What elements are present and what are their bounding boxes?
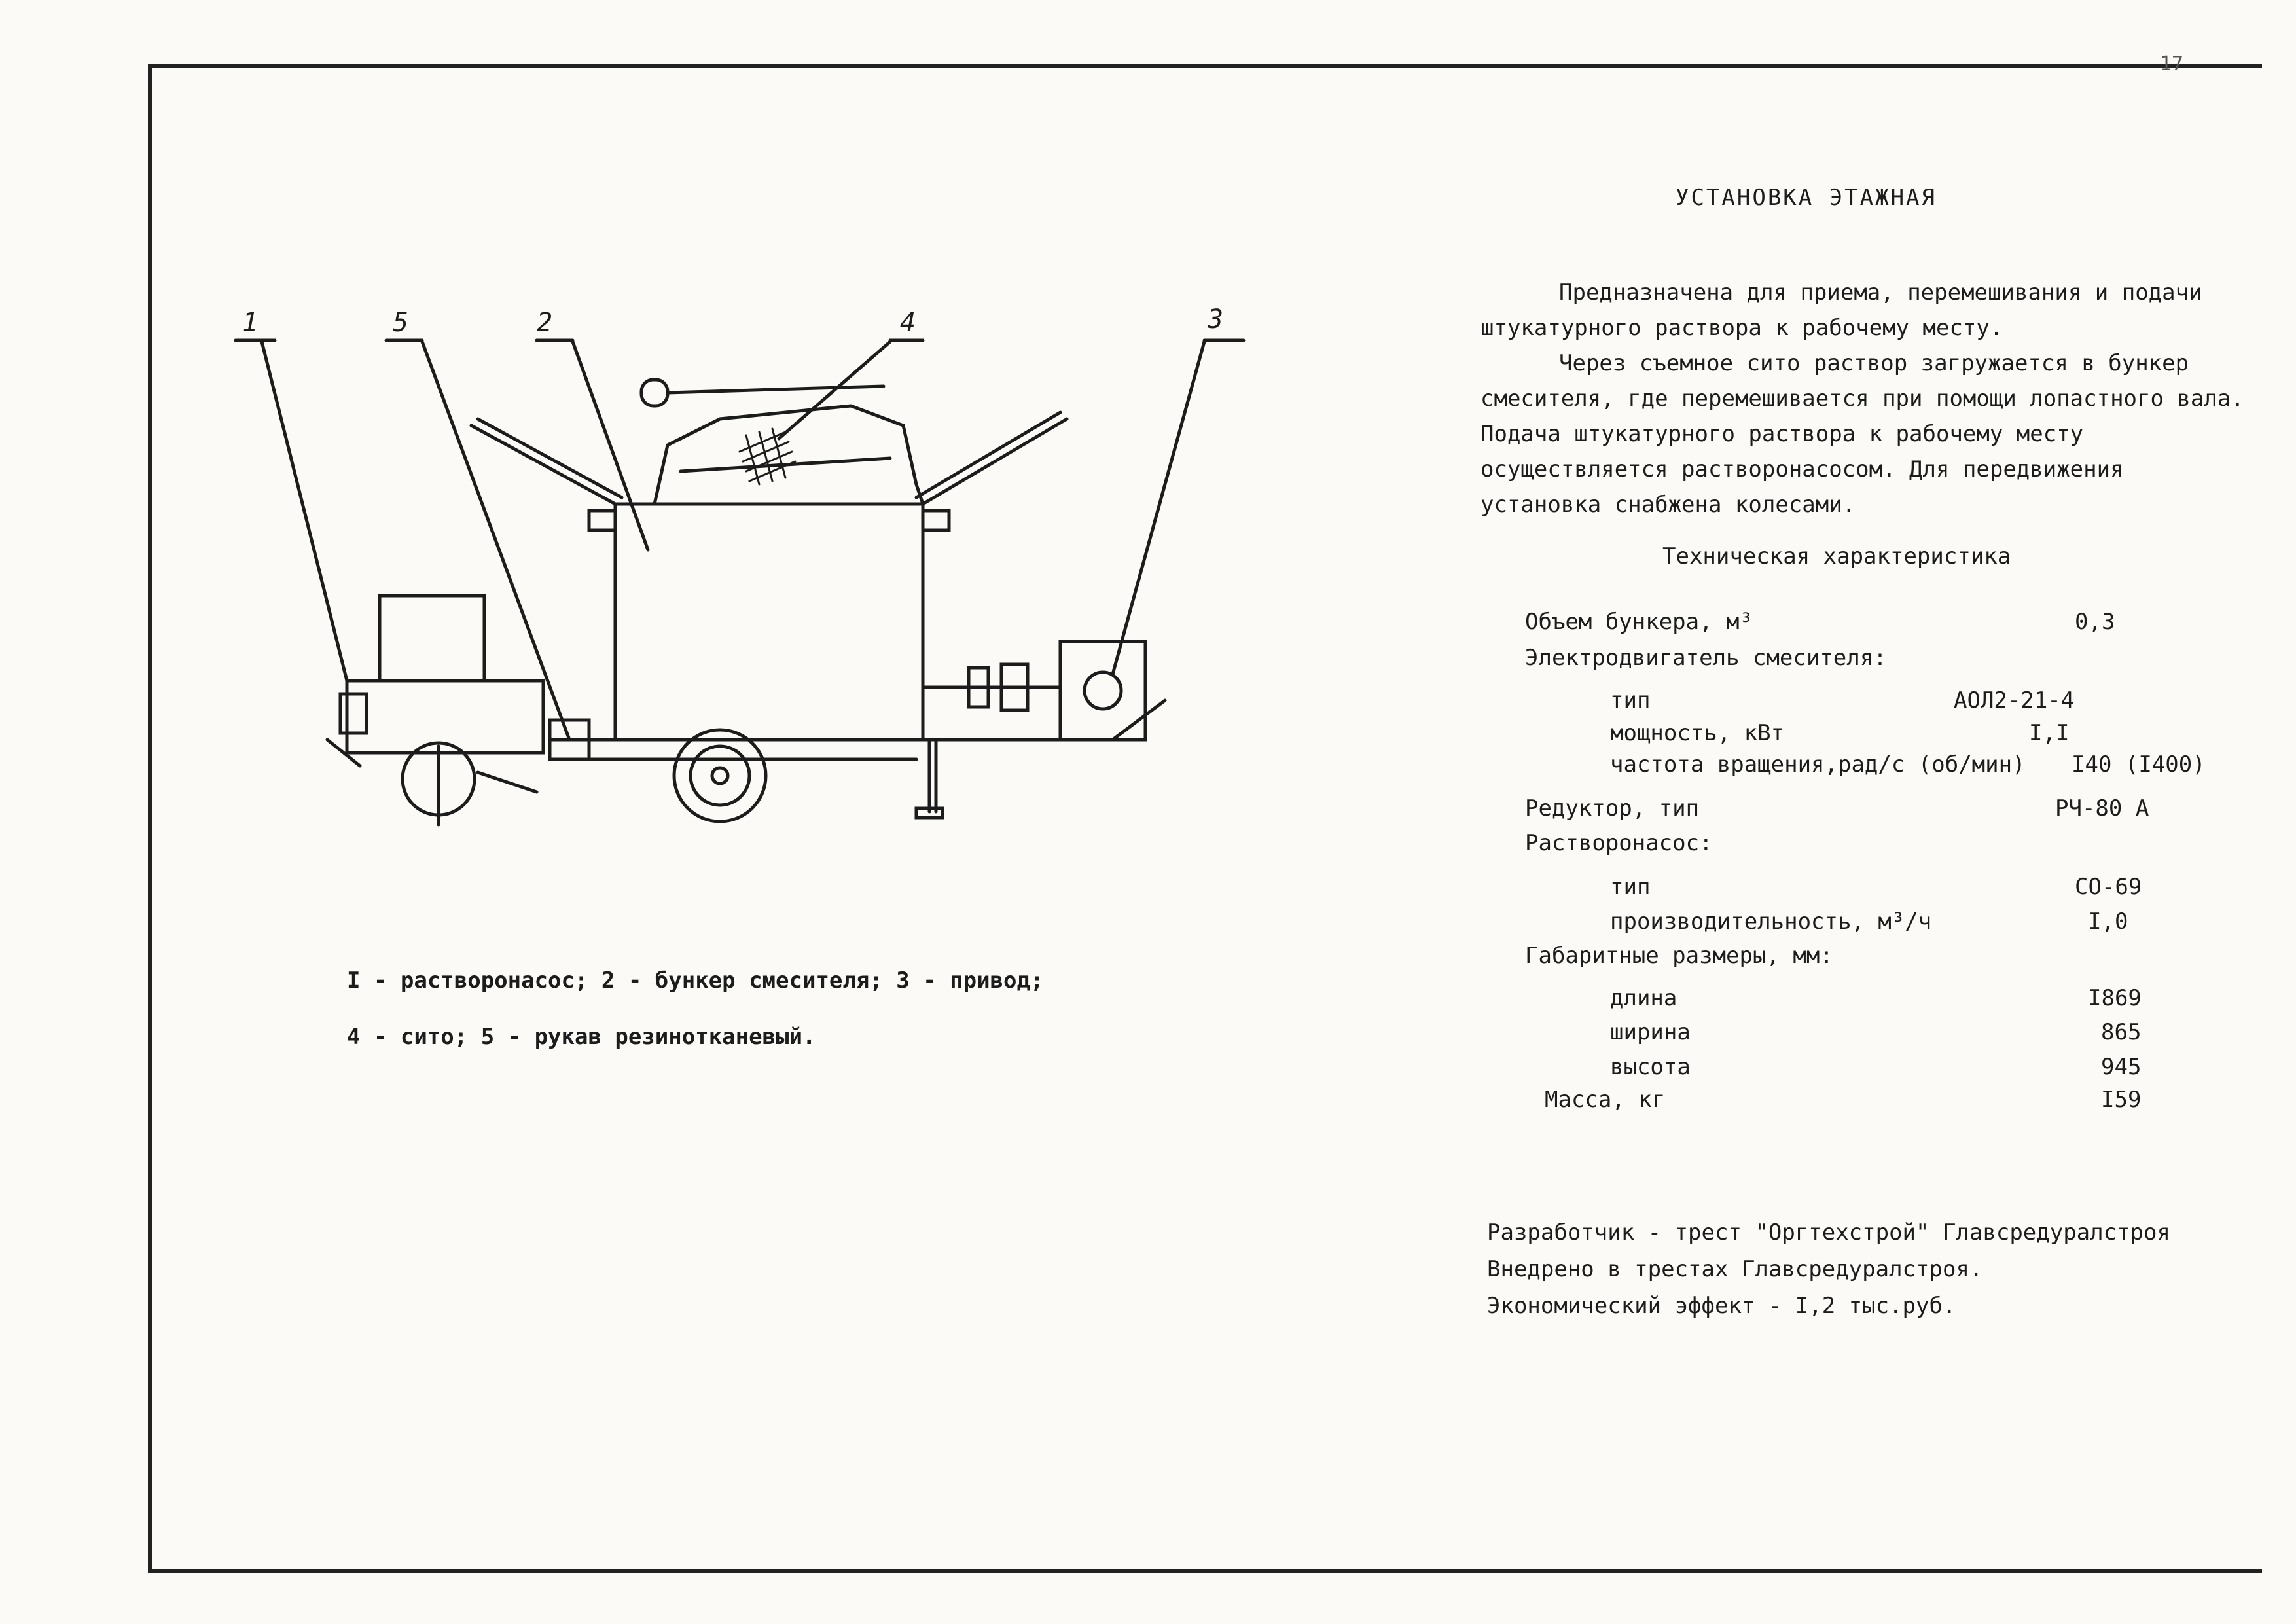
callout-5: 5 (393, 308, 409, 338)
spec-reducer-value: РЧ-80 А (2055, 795, 2149, 821)
page-number: 17 (2160, 52, 2184, 75)
spec-width-value: 865 (2101, 1019, 2142, 1045)
footer-economic-effect: Экономический эффект - I,2 тыс.руб. (1487, 1293, 1956, 1319)
spec-motor-type-label: тип (1610, 687, 1651, 713)
spec-pump-label: Растворонасос: (1525, 830, 1713, 856)
spec-length-value: I869 (2088, 985, 2142, 1011)
description-paragraph-2: Через съемное сито раствор загружается в бункер смесителя, где перемешивается при помощи лопастного вала. Подача штукатурного раствора к рабочему месту осуществляется растворонасосом. Для передвижения установка снабжена колесами. (1480, 350, 2244, 518)
right-wing (923, 419, 1067, 504)
footer-developer: Разработчик - трест "Оргтехстрой" Главсредуралстроя (1487, 1219, 2170, 1246)
left-bracket (589, 511, 615, 530)
wheel (674, 730, 766, 821)
callout-2: 2 (537, 308, 553, 338)
footer-implemented: Внедрено в трестах Главсредуралстроя. (1487, 1256, 1983, 1282)
spec-motor-power-label: мощность, кВт (1610, 720, 1785, 746)
spec-bunker-volume-value: 0,3 (2075, 609, 2115, 635)
sieve-mesh (740, 429, 795, 484)
spec-motor-speed-value: I40 (I400) (2072, 751, 2206, 778)
spec-length-label: длина (1610, 985, 1677, 1011)
description (1480, 275, 2253, 522)
spec-motor-power-value: I,I (2029, 720, 2070, 746)
pump-motor (380, 596, 484, 681)
right-bracket (923, 511, 949, 530)
spec-dimensions-label: Габаритные размеры, мм: (1525, 943, 1833, 969)
spec-pump-type-value: СО-69 (2075, 874, 2142, 900)
spec-motor-type-value: АОЛ2-21-4 (1954, 687, 2075, 713)
sieve-pulley (641, 380, 668, 406)
callout-4: 4 (900, 308, 916, 338)
callout-1-leader (262, 342, 347, 681)
installation-drawing (196, 288, 1283, 851)
footer-notes (1487, 1214, 2170, 1324)
legend-line-2: 4 - сито; 5 - рукав резинотканевый. (347, 1024, 816, 1050)
spec-height-value: 945 (2101, 1054, 2142, 1080)
sieve-tray (655, 406, 923, 504)
drawing-legend (347, 952, 1043, 1065)
spec-mixer-motor-label: Электродвигатель смесителя: (1525, 645, 1887, 671)
spec-mass-value: I59 (2101, 1087, 2142, 1113)
spec-motor-speed-label: частота вращения,рад/с (об/мин) (1610, 751, 2026, 778)
tech-spec-title: Техническая характеристика (1662, 543, 2011, 569)
mixer-bunker (615, 504, 923, 740)
reducer-shaft (1085, 672, 1121, 709)
spec-height-label: высота (1610, 1054, 1691, 1080)
callout-3: 3 (1208, 304, 1224, 334)
spec-mass-label: Масса, кг (1545, 1087, 1666, 1113)
spec-width-label: ширина (1610, 1019, 1691, 1045)
document-title: УСТАНОВКА ЭТАЖНАЯ (1676, 185, 1937, 211)
left-wing (471, 425, 615, 504)
spec-pump-type-label: тип (1610, 874, 1651, 900)
callout-3-leader (1113, 342, 1204, 674)
description-paragraph-1: Предназначена для приема, перемешивания и подачи штукатурного раствора к рабочему месту. (1480, 280, 2202, 341)
callout-1: 1 (242, 308, 259, 338)
spec-bunker-volume-label: Объем бункера, м³ (1525, 609, 1753, 635)
spec-pump-capacity-label: производительность, м³/ч (1610, 909, 1932, 935)
callout-2-leader (573, 342, 648, 550)
spec-reducer-label: Редуктор, тип (1525, 795, 1700, 821)
spec-pump-capacity-value: I,0 (2088, 909, 2128, 935)
legend-line-1: I - растворонасос; 2 - бункер смесителя; 3 - привод; (347, 967, 1044, 994)
